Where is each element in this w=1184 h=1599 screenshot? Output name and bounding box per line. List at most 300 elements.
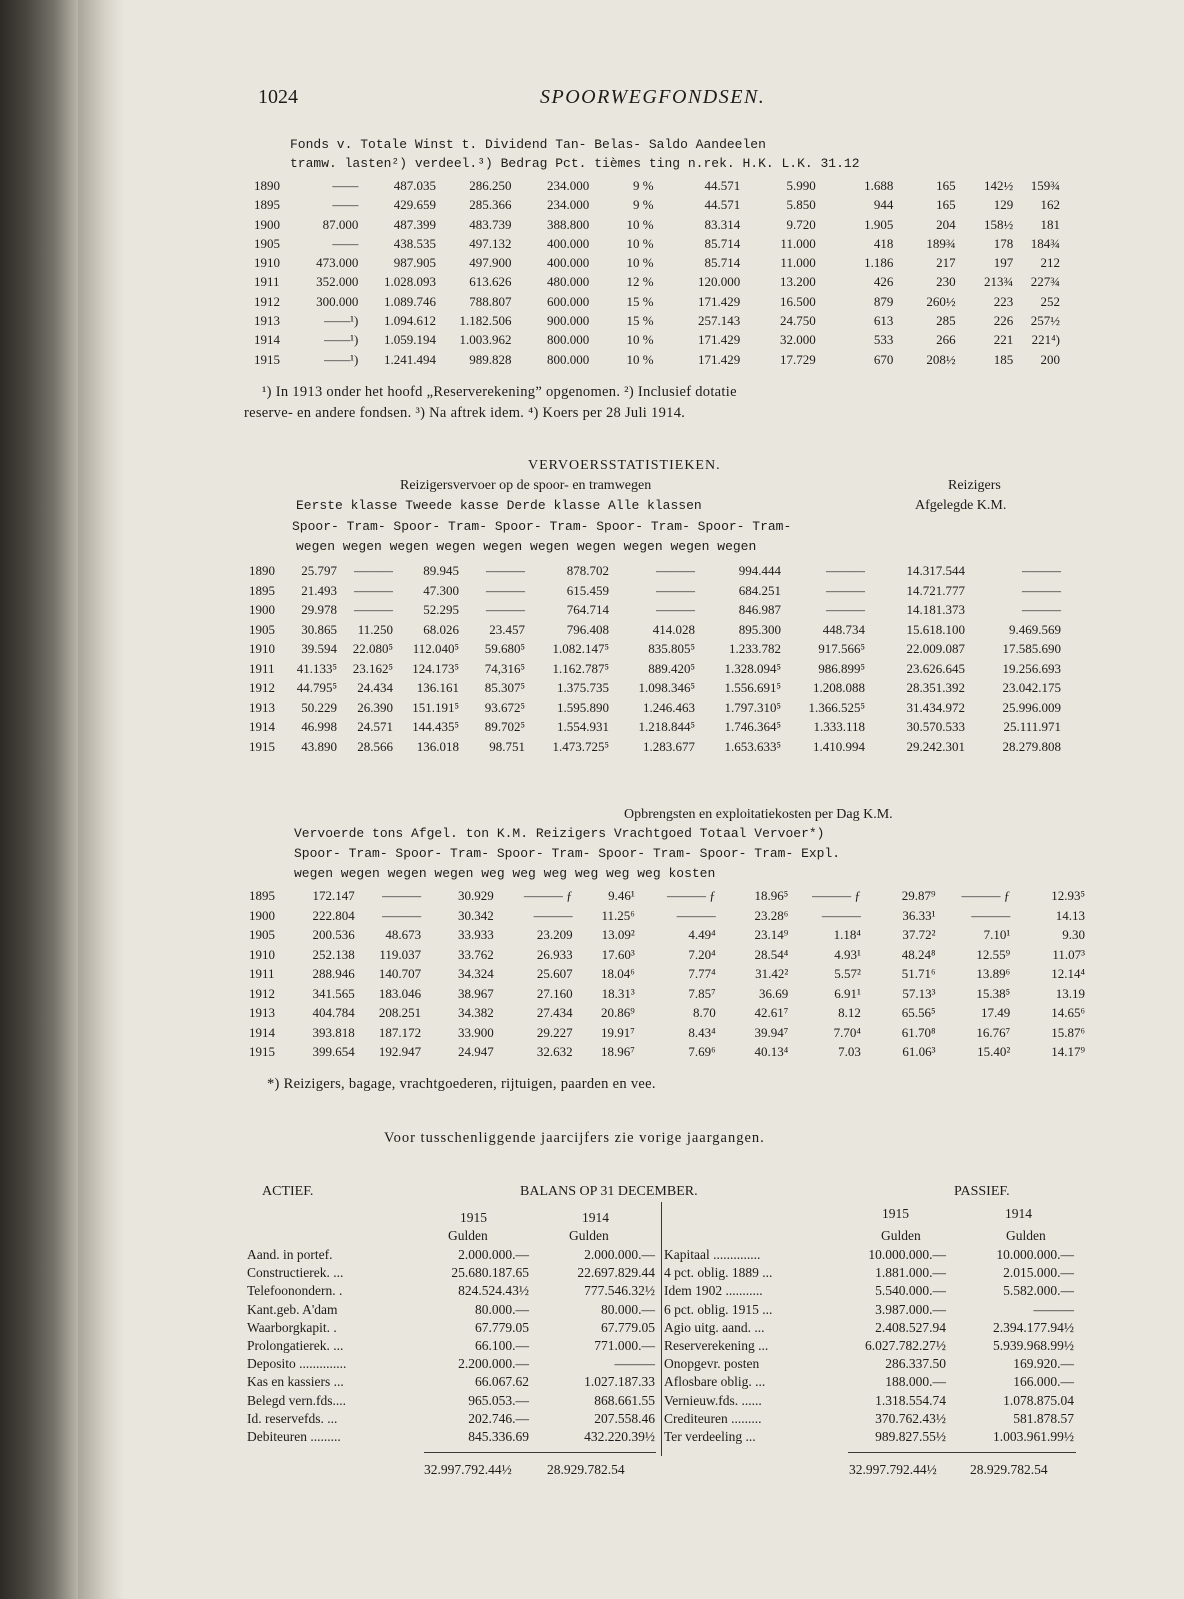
row-label: Telefoonondern. .	[247, 1283, 343, 1299]
table-cell: 1.208.088	[813, 680, 865, 695]
row-label: 1913	[249, 1005, 275, 1020]
table-cell: ———	[821, 907, 861, 923]
table-cell: 8.43⁴	[688, 1024, 716, 1040]
table-cell: 28.351.392	[906, 680, 965, 695]
table-cell: 171.429	[697, 332, 741, 348]
balance-row	[247, 1282, 655, 1300]
table2-header-2b: Afgelegde K.M.	[915, 498, 1007, 513]
table-cell: 1.797.310⁵	[724, 699, 781, 715]
table-cell: 213¾	[984, 274, 1014, 290]
table-cell: 41.133⁵	[296, 660, 337, 676]
table-cell: 14.13	[1055, 907, 1085, 923]
row-label: Agio uitg. aand. ...	[664, 1319, 765, 1335]
table-cell: 878.702	[566, 563, 609, 578]
table-cell: 120.000	[697, 274, 741, 290]
table-cell: 34.324	[458, 966, 494, 981]
table-row	[249, 717, 1061, 737]
table-cell: 10 %	[626, 332, 654, 348]
row-label: 4 pct. oblig. 1889 ...	[664, 1265, 773, 1281]
table-cell: 1.246.463	[643, 699, 695, 715]
table-row	[254, 176, 1060, 195]
table-cell: 23.626.645	[906, 660, 965, 676]
table-cell: 1.218.844⁵	[638, 719, 695, 734]
table-cell: 12 %	[626, 274, 654, 290]
table-cell: 159¾	[1030, 178, 1060, 193]
balance-row	[664, 1282, 1074, 1300]
table1-footnote-2: reserve- en andere fondsen. ³) Na aftrek idem. ⁴) Koers per 28 Juli 1914.	[244, 405, 686, 421]
table-cell: 192.947	[378, 1044, 422, 1059]
table-cell: 36.33¹	[902, 907, 936, 923]
table-cell: 483.739	[469, 216, 512, 232]
table-cell: 613.626	[469, 274, 512, 290]
table-cell: 124.173⁵	[412, 660, 459, 676]
table-cell: 17.585.690	[1002, 641, 1061, 656]
balance-right-total-1915: 32.997.792.44½	[849, 1462, 937, 1477]
table-cell: 136.018	[416, 738, 459, 754]
table-row	[249, 659, 1061, 679]
table-cell: 34.382	[458, 1005, 494, 1020]
table-cell: 11.000	[780, 255, 816, 271]
table-cell: 10.000.000.—	[996, 1247, 1074, 1262]
table-cell: 178	[993, 235, 1014, 251]
table-cell: ———	[354, 582, 393, 598]
table1-header-2: tramw. lasten²) verdeel.³) Bedrag Pct. tièmes ting n.rek. H.K. L.K. 31.12	[290, 156, 860, 171]
table-row	[254, 253, 1060, 272]
table-cell: 15.87⁶	[1051, 1024, 1085, 1040]
row-label: 1905	[254, 235, 280, 251]
table-cell: 136.161	[416, 680, 459, 695]
row-label: Belegd vern.fds....	[247, 1392, 346, 1408]
table-cell: ——¹)	[324, 313, 359, 329]
table3-header-2: Vervoerde tons Afgel. ton K.M. Reizigers Vrachtgoed Totaal Vervoer*)	[294, 826, 825, 841]
table-cell: 188.000.—	[885, 1374, 946, 1390]
table-cell: 171.429	[697, 293, 741, 309]
row-label: 1913	[249, 699, 275, 715]
table-cell: 52.295	[423, 602, 459, 617]
table-cell: ———	[533, 907, 573, 923]
page-number: 1024	[258, 86, 298, 108]
table-row	[249, 984, 1085, 1004]
row-label: 1900	[254, 216, 280, 232]
table-cell: 30.570.533	[906, 719, 965, 734]
table-cell: 7.20⁴	[688, 946, 716, 962]
balance-left-total-1915: 32.997.792.44½	[424, 1462, 512, 1477]
row-label: 1900	[249, 907, 275, 923]
row-label: 1915	[254, 351, 280, 367]
table-cell: 38.967	[458, 985, 494, 1001]
table-cell: 800.000	[546, 351, 590, 367]
row-label: Kas en kassiers ...	[247, 1374, 344, 1390]
table-cell: 93.672⁵	[484, 699, 525, 715]
table-cell: 39.94⁷	[754, 1024, 789, 1040]
table-cell: 221⁴)	[1031, 332, 1060, 348]
table-cell: 22.080⁵	[352, 641, 393, 656]
table-cell: 28.54⁴	[754, 946, 789, 962]
table-cell: ———	[656, 582, 695, 598]
table-cell: ——— ƒ	[812, 888, 861, 903]
table-cell: ———	[826, 563, 865, 578]
table-cell: 30.929	[458, 888, 494, 903]
balance-right-year1: 1915	[882, 1206, 909, 1221]
table-cell: 129	[993, 197, 1014, 213]
table-row	[249, 1023, 1085, 1043]
table-cell: 13.200	[779, 274, 816, 290]
table-cell: 9.46¹	[608, 888, 635, 903]
table-cell: 24.571	[357, 719, 393, 734]
table-cell: 7.69⁶	[688, 1044, 716, 1059]
table-cell: ———	[971, 907, 1011, 923]
table-cell: 257.143	[697, 313, 741, 329]
table-cell: 171.429	[697, 351, 741, 367]
table-cell: 14.721.777	[906, 582, 965, 598]
balance-title: BALANS OP 31 DECEMBER.	[520, 1184, 698, 1199]
table-cell: 600.000	[546, 293, 590, 309]
table-row	[249, 964, 1085, 984]
balance-row	[247, 1392, 655, 1410]
row-label: Deposito ..............	[247, 1356, 347, 1372]
table-cell: 5.582.000.—	[1003, 1283, 1074, 1299]
table-cell: 7.77⁴	[688, 966, 716, 981]
table-row	[249, 737, 1061, 757]
table2-title: VERVOERSSTATISTIEKEN.	[528, 458, 721, 473]
table-cell: 30.342	[458, 907, 494, 923]
table-cell: 65.56⁵	[901, 1005, 936, 1020]
table-cell: 29.242.301	[906, 738, 965, 754]
table-row	[254, 215, 1060, 234]
row-label: Kant.geb. A'dam	[247, 1301, 338, 1317]
table-cell: 5.540.000.—	[875, 1283, 946, 1299]
table-cell: 1.003.962	[459, 332, 512, 348]
table-cell: 18.96⁵	[754, 888, 789, 903]
table1-footnote-1: ¹) In 1913 onder het hoofd „Reserverekening” opgenomen. ²) Inclusief dotatie	[262, 384, 737, 400]
table-cell: 43.890	[301, 738, 337, 754]
row-label: Prolongatierek. ...	[247, 1338, 344, 1354]
table-cell: 414.028	[652, 621, 695, 637]
table-cell: 217	[936, 255, 956, 271]
table-cell: 57.13³	[902, 985, 936, 1001]
table-cell: 212	[1040, 255, 1060, 271]
table-cell: 285.366	[469, 197, 512, 213]
table-row	[249, 698, 1061, 718]
table-cell: 252	[1040, 293, 1060, 309]
table-cell: 5.990	[786, 178, 816, 193]
table-cell: ———	[1022, 563, 1061, 578]
table-cell: 22.009.087	[906, 641, 965, 656]
table-cell: ———	[1022, 582, 1061, 598]
table-cell: 889.420⁵	[648, 660, 695, 676]
table-cell: 15.618.100	[906, 621, 965, 637]
table-cell: 200.536	[312, 927, 355, 942]
table-cell: 288.946	[312, 966, 355, 981]
balance-left-unit1: Gulden	[448, 1228, 488, 1243]
table-cell: 418	[873, 235, 894, 251]
table-cell: 25.996.009	[1002, 699, 1061, 715]
balance-right-sum-rule	[848, 1452, 1076, 1453]
table-cell: 208½	[926, 351, 956, 367]
table-cell: 25.797	[301, 563, 337, 578]
table-cell: 14.181.373	[906, 602, 965, 617]
table-row	[249, 906, 1085, 926]
table-cell: 448.734	[822, 621, 865, 637]
table-cell: 487.035	[393, 178, 437, 193]
row-label: 1900	[249, 602, 275, 617]
table3-freight	[249, 886, 1085, 1062]
table-cell: 7.70⁴	[833, 1024, 861, 1040]
table-cell: 613	[873, 313, 894, 329]
table-cell: ———	[354, 602, 393, 617]
table-cell: 59.680⁵	[484, 641, 525, 656]
table-cell: 1.375.735	[557, 680, 609, 695]
table-cell: 5.57²	[834, 966, 861, 981]
table-cell: 10.000.000.—	[868, 1247, 946, 1262]
table-cell: 119.037	[379, 946, 422, 962]
table-cell: 17.60³	[601, 946, 635, 962]
table-row	[249, 886, 1085, 906]
balance-row	[247, 1337, 655, 1355]
table-cell: 989.827.55½	[875, 1429, 946, 1445]
balance-passief-title: PASSIEF.	[954, 1184, 1010, 1199]
table-cell: 1.233.782	[729, 641, 781, 656]
balance-left-year1: 1915	[460, 1210, 487, 1225]
table-row	[249, 678, 1061, 698]
table-cell: 142½	[984, 178, 1014, 193]
row-label: Kapitaal ..............	[664, 1247, 761, 1262]
table-cell: ———	[486, 582, 525, 598]
table-cell: 10 %	[626, 216, 654, 232]
table-cell: 400.000	[546, 235, 590, 251]
table-cell: 989.828	[469, 351, 512, 367]
table-cell: 221	[993, 332, 1014, 348]
table-cell: 61.70⁸	[901, 1024, 936, 1040]
row-label: 1911	[249, 660, 275, 676]
table-cell: 1.653.633⁵	[724, 738, 781, 754]
table-cell: 429.659	[393, 197, 437, 213]
balance-row	[247, 1301, 655, 1319]
table-cell: 3.987.000.—	[875, 1301, 946, 1317]
table-cell: 6.027.782.27½	[865, 1338, 946, 1354]
table-cell: ———	[826, 582, 865, 598]
table-cell: 13.19	[1055, 985, 1085, 1001]
table3-header-4: wegen wegen wegen wegen weg weg weg weg weg weg kosten	[294, 866, 716, 881]
table-cell: ——¹)	[324, 351, 359, 367]
table-cell: 18.96⁷	[601, 1044, 635, 1059]
table-cell: 24.750	[779, 313, 816, 329]
balance-row	[247, 1264, 655, 1282]
balance-passief-table	[664, 1246, 1074, 1446]
row-label: Vernieuw.fds. ......	[664, 1392, 762, 1408]
table-cell: 27.434	[536, 1005, 573, 1020]
table-cell: 1.366.525⁵	[808, 699, 865, 715]
table2-passengers	[249, 561, 1061, 756]
table-cell: 23.14⁹	[754, 927, 789, 942]
table-cell: 393.818	[312, 1024, 355, 1040]
table-cell: 895.300	[738, 621, 781, 637]
row-label: 1895	[249, 582, 275, 598]
table-cell: 208.251	[378, 1005, 422, 1020]
table-cell: 25.607	[536, 966, 573, 981]
row-label: 1911	[254, 274, 280, 290]
table-cell: 24.434	[357, 680, 393, 695]
table-cell: 112.040⁵	[412, 641, 459, 656]
table-cell: ——	[332, 235, 359, 251]
table-row	[254, 350, 1060, 369]
balance-row	[664, 1428, 1074, 1446]
row-label: 1910	[254, 255, 280, 271]
table-cell: 15.38⁵	[976, 985, 1011, 1001]
table-cell: 260½	[926, 293, 956, 309]
table-cell: 23.457	[489, 621, 525, 637]
table-cell: 615.459	[566, 582, 609, 598]
table-cell: 184¾	[1030, 235, 1060, 251]
balance-row	[664, 1264, 1074, 1282]
table-cell: 2.015.000.—	[1003, 1265, 1074, 1281]
balance-divider	[661, 1202, 662, 1456]
table-cell: 18.04⁶	[601, 966, 635, 981]
table-cell: 29.87⁹	[901, 888, 936, 903]
table-cell: 1.098.346⁵	[638, 680, 695, 695]
table2-header-2: Eerste klasse Tweede kasse Derde klasse Alle klassen	[296, 498, 702, 513]
table-row	[249, 945, 1085, 965]
table-cell: 266	[936, 332, 956, 348]
table-cell: 1.18⁴	[833, 927, 861, 942]
table-row	[254, 195, 1060, 214]
table-cell: 1.003.961.99½	[993, 1429, 1074, 1445]
table-cell: 1.333.118	[813, 719, 865, 734]
balance-row	[664, 1373, 1074, 1391]
table-cell: 166.000.—	[1013, 1374, 1074, 1390]
table-cell: 25.680.187.65	[451, 1265, 529, 1281]
table-cell: 37.72²	[902, 927, 936, 942]
table-row	[249, 561, 1061, 581]
table-cell: 29.227	[536, 1024, 573, 1040]
table-cell: 473.000	[316, 255, 359, 271]
balance-left-unit2: Gulden	[569, 1228, 609, 1243]
table-cell: 15.40²	[977, 1044, 1011, 1059]
table-cell: 19.256.693	[1002, 660, 1061, 676]
table-cell: 36.69	[759, 985, 789, 1001]
table-cell: 497.132	[469, 235, 512, 251]
table-cell: 788.807	[469, 293, 512, 309]
table-cell: 21.493	[301, 582, 337, 598]
table-cell: 1.554.931	[557, 719, 609, 734]
row-label: Reserverekening ...	[664, 1338, 769, 1354]
table-cell: 404.784	[312, 1005, 355, 1020]
table-cell: 1.059.194	[384, 332, 437, 348]
table-cell: ———	[382, 907, 422, 923]
table-cell: 1.410.994	[813, 738, 865, 754]
table-cell: 1.283.677	[643, 738, 695, 754]
table-cell: 1.688	[864, 178, 894, 193]
table-cell: ——	[332, 197, 359, 213]
row-label: 1913	[254, 313, 280, 329]
balance-row	[664, 1246, 1074, 1264]
balance-row	[664, 1301, 1074, 1319]
table-cell: 11.25⁶	[601, 907, 635, 923]
table-cell: 227¾	[1030, 274, 1060, 290]
table-cell: 4.49⁴	[688, 927, 716, 942]
table-cell: 11.07³	[1052, 946, 1085, 962]
table-cell: 151.191⁵	[412, 699, 459, 715]
balance-actief-table	[247, 1246, 655, 1446]
row-label: Idem 1902 ...........	[664, 1283, 763, 1299]
table-cell: 202.746.—	[468, 1410, 529, 1426]
table-cell: 12.93⁵	[1051, 888, 1085, 903]
table-cell: 670	[873, 351, 894, 367]
table-cell: 67.779.05	[475, 1319, 529, 1335]
table-cell: 846.987	[738, 602, 781, 617]
table-cell: 10 %	[626, 235, 654, 251]
table-cell: 185	[993, 351, 1014, 367]
table-cell: 2.408.527.94	[875, 1319, 946, 1335]
table-cell: 1.082.147⁵	[552, 641, 609, 656]
table-cell: 31.434.972	[906, 699, 965, 715]
table-cell: 85.714	[704, 255, 741, 271]
table-cell: 67.779.05	[601, 1319, 655, 1335]
table-cell: 868.661.55	[594, 1392, 655, 1408]
table-row	[249, 1042, 1085, 1062]
table-cell: 771.000.—	[594, 1338, 655, 1354]
table-cell: 399.654	[312, 1044, 355, 1059]
table-cell: 438.535	[393, 235, 437, 251]
table-cell: 341.565	[312, 985, 355, 1001]
table-cell: 23.162⁵	[352, 660, 393, 676]
table-cell: 200	[1040, 351, 1060, 367]
table-cell: 9.469.569	[1009, 621, 1061, 637]
table-cell: 18.31³	[601, 985, 635, 1001]
table-cell: 1.162.787⁵	[552, 660, 609, 676]
table-cell: 9 %	[633, 197, 654, 213]
table-row	[249, 600, 1061, 620]
balance-row	[247, 1373, 655, 1391]
balance-right-unit1: Gulden	[881, 1228, 921, 1243]
table-cell: 2.200.000.—	[458, 1356, 529, 1372]
table-cell: 2.000.000.—	[584, 1247, 655, 1262]
row-label: 1914	[249, 1024, 275, 1040]
table-cell: 89.945	[423, 563, 459, 578]
table-row	[254, 311, 1060, 330]
table-cell: 824.524.43½	[458, 1283, 529, 1299]
table-row	[254, 272, 1060, 291]
table-cell: 169.920.—	[1013, 1356, 1074, 1372]
table-cell: 1.881.000.—	[875, 1265, 946, 1281]
table-cell: 85.307⁵	[484, 680, 525, 695]
table-cell: ——	[332, 178, 359, 193]
table-cell: 226	[993, 313, 1014, 329]
table-cell: 51.71⁶	[901, 966, 936, 981]
table-row	[254, 234, 1060, 253]
table-cell: 204	[936, 216, 956, 232]
row-label: 1915	[249, 1044, 275, 1059]
table-cell: 8.70	[692, 1005, 716, 1020]
table-cell: 1.094.612	[384, 313, 437, 329]
table-cell: 20.86⁹	[601, 1005, 635, 1020]
table-cell: 87.000	[322, 216, 359, 232]
table-cell: 40.13⁴	[754, 1044, 789, 1059]
table-cell: 46.998	[301, 719, 337, 734]
table-cell: 965.053.—	[468, 1392, 529, 1408]
table-cell: 684.251	[738, 582, 781, 598]
table-cell: 47.300	[423, 582, 459, 598]
table-cell: 207.558.46	[594, 1410, 655, 1426]
table-cell: 480.000	[546, 274, 590, 290]
row-label: 1895	[249, 888, 275, 903]
table-cell: 400.000	[546, 255, 590, 271]
table-cell: 1.473.725⁵	[552, 738, 609, 754]
table-cell: 32.632	[536, 1044, 573, 1059]
balance-row	[664, 1410, 1074, 1428]
table-row	[249, 1003, 1085, 1023]
table-cell: 197	[993, 255, 1014, 271]
